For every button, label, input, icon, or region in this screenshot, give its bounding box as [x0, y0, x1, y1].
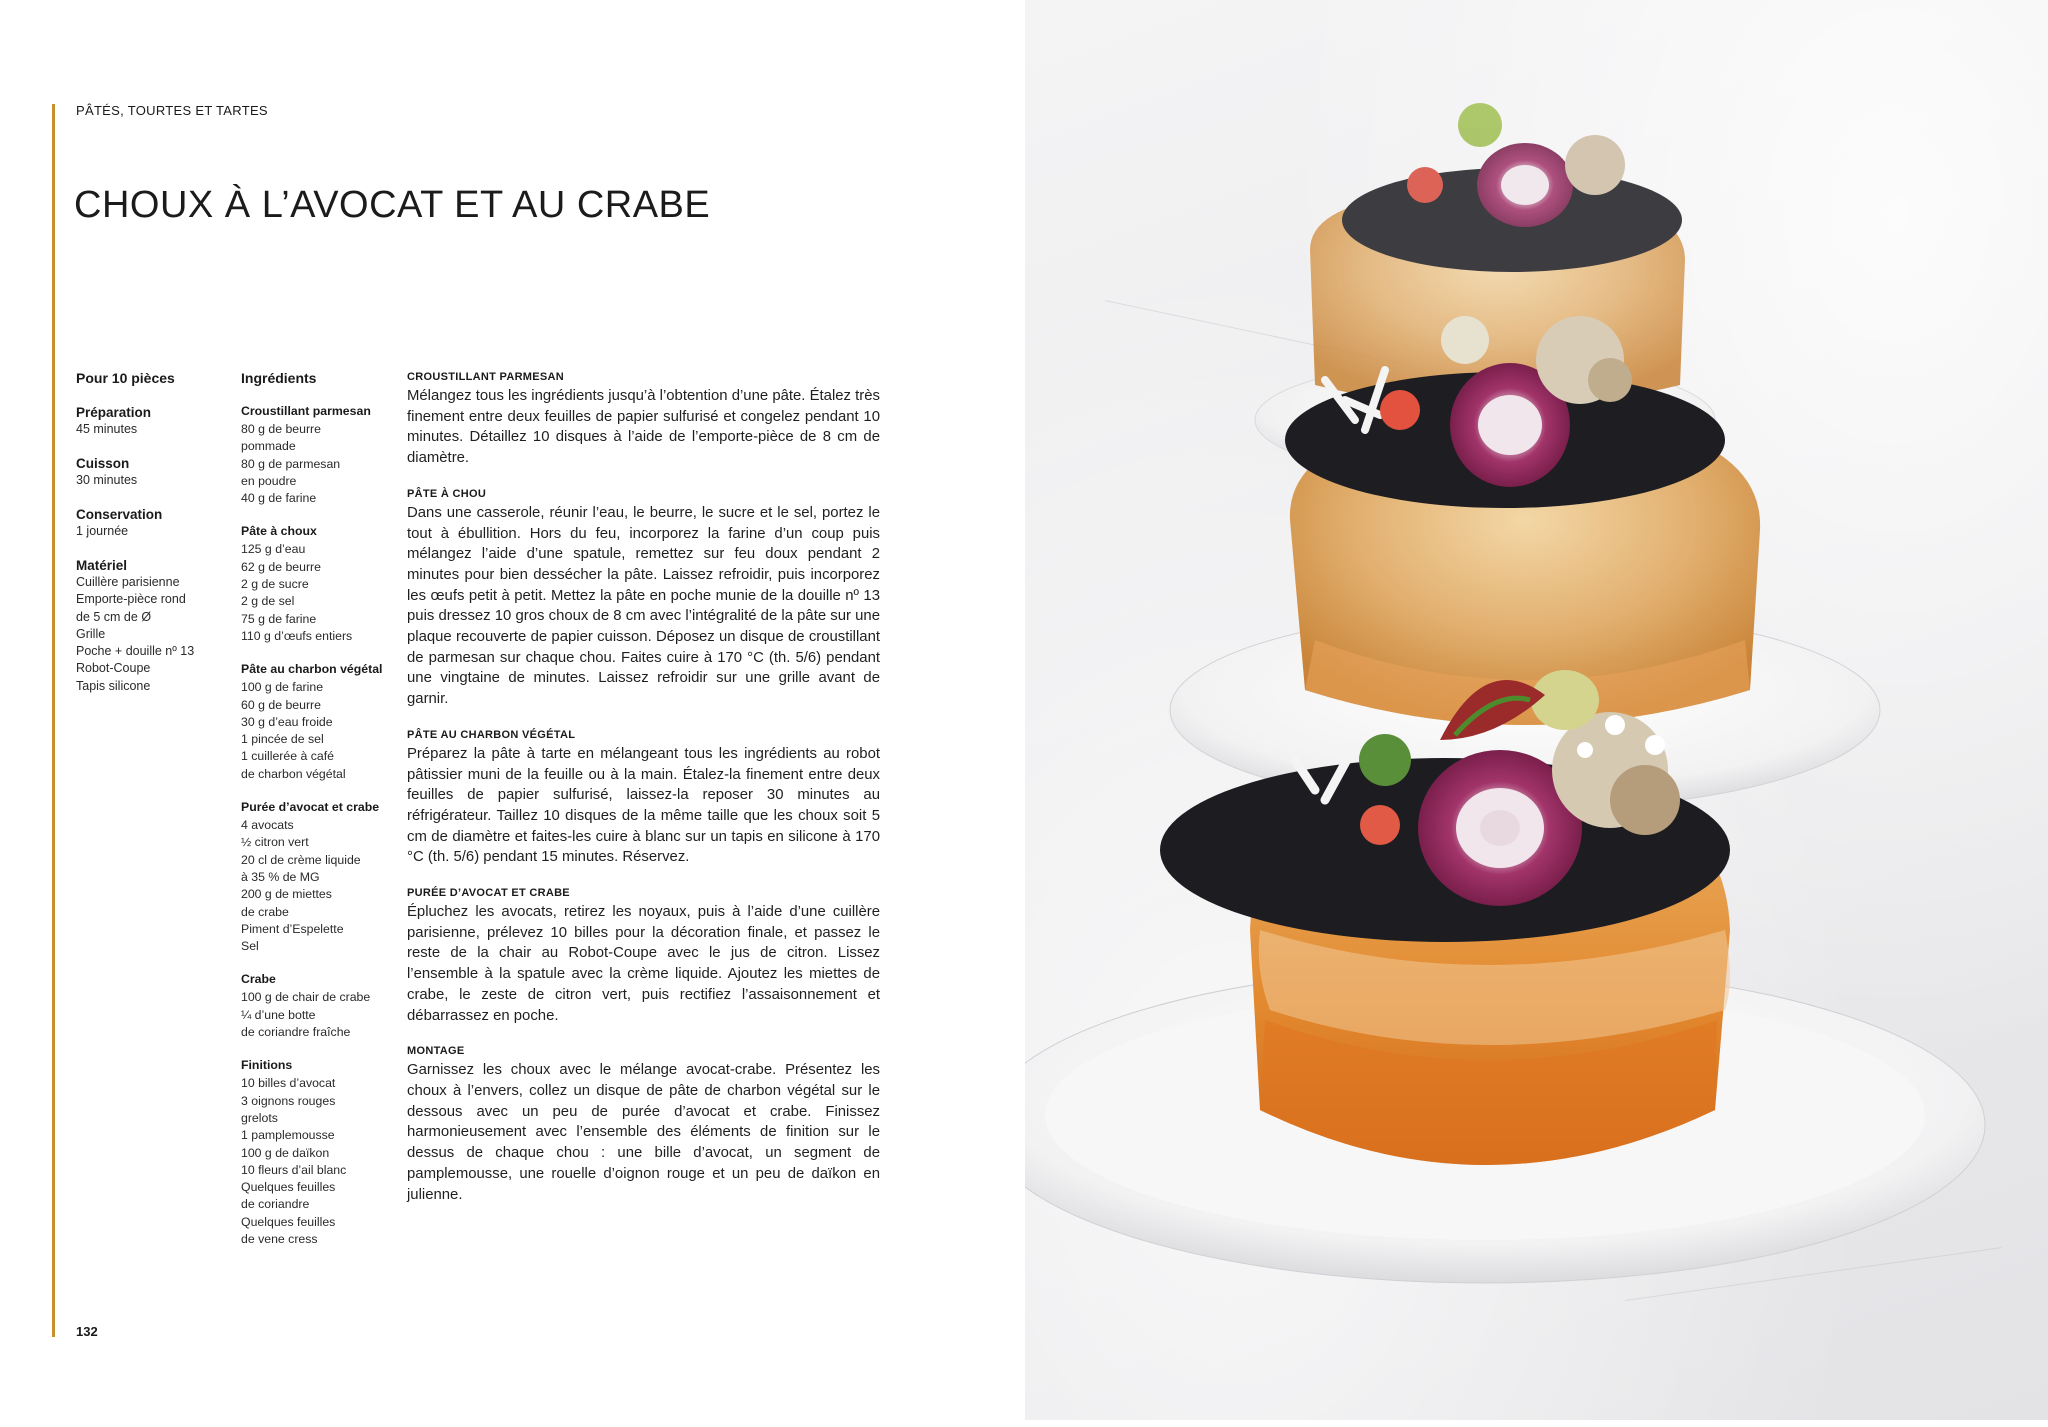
recipe-info [76, 370, 226, 712]
recipe-step [407, 728, 880, 868]
ingredients-heading: Ingrédients [241, 370, 317, 386]
recipe-photo [1025, 0, 2048, 1420]
ingredient-line: 1 cuillerée à café [241, 749, 334, 764]
ingredient-list [241, 421, 391, 507]
ingredient-line: 62 g de beurre [241, 559, 321, 574]
cuisson-value: 30 minutes [76, 473, 138, 487]
ingredient-group [241, 1058, 391, 1248]
materiel-item: Cuillère parisienne [76, 575, 180, 589]
conservation-label: Conservation [76, 507, 163, 522]
bottom-margin [0, 1420, 2048, 1427]
preparation-label: Préparation [76, 405, 152, 420]
cuisson-block [76, 455, 226, 489]
ingredient-line: 1 pamplemousse [241, 1128, 335, 1143]
ingredient-line: 10 fleurs d’ail blanc [241, 1162, 347, 1177]
ingredient-line: 80 g de beurre [241, 422, 321, 436]
preparation-block [76, 404, 226, 438]
ingredient-line: à 35 % de MG [241, 869, 320, 884]
ingredient-line: 75 g de farine [241, 611, 317, 626]
steps-column [407, 370, 880, 1223]
ingredient-list [241, 1075, 391, 1248]
ingredient-group-title: Croustillant parmesan [241, 404, 371, 418]
ingredient-group [241, 800, 391, 955]
ingredient-line: 3 oignons rouges [241, 1093, 336, 1108]
step-title: PÂTE À CHOU [407, 487, 487, 500]
ingredient-line: 1 pincée de sel [241, 732, 324, 747]
recipe-step [407, 487, 880, 710]
ingredient-line: 200 g de miettes [241, 887, 332, 902]
ingredient-line: de vene cress [241, 1231, 318, 1246]
ingredient-line: Quelques feuilles [241, 1214, 336, 1229]
ingredient-group [241, 972, 391, 1041]
choux-photo-illustration [1025, 0, 2048, 1420]
ingredient-line: 100 g de farine [241, 680, 324, 695]
materiel-list [76, 574, 226, 695]
accent-rule [52, 104, 55, 1337]
step-text: Préparez la pâte à tarte en mélangeant tous les ingrédients au robot pâtissier muni de la feuille ou à la main. Étalez-la finement entre deux feuilles de papier sulfurisé, laissez-la reposer 30 minutes au réfrigérateur. Taillez 10 disques de la même taille que les choux soit 5 cm de diamètre et faites-les cuire à blanc sur un tapis en silicone à 170 °C (th. 5/6) pendant 15 minutes. Réservez. [407, 745, 880, 866]
ingredient-list [241, 817, 391, 955]
recipe-step [407, 1044, 880, 1205]
page-number: 132 [76, 1324, 98, 1339]
ingredient-line: Sel [241, 939, 259, 954]
ingredient-group-title: Purée d’avocat et crabe [241, 800, 380, 815]
materiel-label: Matériel [76, 558, 128, 573]
ingredient-group [241, 662, 391, 783]
step-title: MONTAGE [407, 1045, 465, 1058]
ingredients-column [241, 370, 391, 1265]
ingredient-line: ½ citron vert [241, 835, 309, 850]
materiel-item: Grille [76, 626, 106, 641]
ingredient-line: 125 g d’eau [241, 542, 306, 557]
ingredient-group-title: Crabe [241, 972, 276, 987]
ingredient-line: de charbon végétal [241, 766, 346, 781]
conservation-value: 1 journée [76, 524, 129, 538]
ingredient-list [241, 541, 391, 645]
recipe-step [407, 886, 880, 1026]
ingredient-line: 80 g de parmesan [241, 456, 341, 471]
ingredient-line: ¼ d’une botte [241, 1007, 316, 1022]
materiel-item: Emporte-pièce rond [76, 592, 186, 607]
ingredient-line: pommade [241, 439, 296, 454]
materiel-block [76, 557, 226, 695]
yield: Pour 10 pièces [76, 370, 175, 386]
step-text: Garnissez les choux avec le mélange avocat-crabe. Présentez les choux à l’envers, collez un disque de pâte de charbon végétal sur le dessous avec un peu de purée d’avocat et crabe. Finissez harmonieusement avec l’ensemble des éléments de finition sur le dessus de chaque chou : une bille d’avocat, un segment de pamplemousse, une rouelle d’oignon rouge et un peu de daïkon en julienne. [407, 1062, 880, 1203]
ingredient-line: 2 g de sucre [241, 577, 309, 592]
ingredient-group [241, 404, 391, 507]
cuisson-label: Cuisson [76, 456, 130, 471]
step-list [407, 370, 880, 1205]
ingredient-line: 60 g de beurre [241, 697, 321, 712]
step-text: Dans une casserole, réunir l’eau, le beurre, le sucre et le sel, portez le tout à ébullition. Hors du feu, incorporez la farine d’un coup puis mélangez l’aide d’une spatule, remettez sur feu doux pendant 2 minutes pour bien dessécher la pâte. Laissez refroidir, puis incorporez les œufs petit à petit. Mettez la pâte en poche munie de la douille nº 13 puis dressez 10 gros choux de 8 cm avec l’intégralité de la pâte sur une plaque recouverte de papier cuisson. Déposez un disque de croustillant de parmesan sur chaque chou. Faites cuire à 170 °C (th. 5/6) pendant une vingtaine de minutes. Laissez refroidir sur une grille avant de garnir. [407, 504, 880, 708]
materiel-item: Tapis silicone [76, 678, 151, 693]
materiel-item: de 5 cm de Ø [76, 609, 152, 624]
ingredient-line: en poudre [241, 473, 297, 488]
ingredient-line: de coriandre [241, 1197, 310, 1212]
section-heading: PÂTÉS, TOURTES ET TARTES [76, 103, 268, 118]
choux-front [1025, 670, 1985, 1283]
ingredient-group-title: Finitions [241, 1058, 293, 1073]
step-text: Mélangez tous les ingrédients jusqu’à l’obtention d’une pâte. Étalez très finement entre deux feuilles de papier sulfurisé et congelez pendant 10 minutes. Détaillez 10 disques à l’aide de l’emporte-pièce de 8 cm de diamètre. [407, 388, 880, 467]
materiel-item: Robot-Coupe [76, 661, 151, 676]
ingredient-line: 100 g de chair de crabe [241, 990, 371, 1005]
step-title: CROUSTILLANT PARMESAN [407, 371, 565, 383]
ingredient-line: grelots [241, 1110, 278, 1125]
ingredient-line: de coriandre fraîche [241, 1025, 351, 1040]
ingredient-list [241, 679, 391, 783]
materiel-item: Poche + douille nº 13 [76, 644, 195, 659]
recipe-step [407, 370, 880, 469]
ingredient-groups [241, 404, 391, 1248]
ingredient-line: Piment d’Espelette [241, 921, 344, 936]
ingredient-group-title: Pâte à choux [241, 524, 317, 539]
ingredient-line: 2 g de sel [241, 594, 295, 609]
ingredient-line: 40 g de farine [241, 491, 317, 506]
preparation-value: 45 minutes [76, 422, 138, 436]
ingredient-line: 100 g de daïkon [241, 1145, 330, 1160]
ingredient-line: 110 g d’œufs entiers [241, 628, 353, 643]
ingredient-line: 30 g d’eau froide [241, 714, 333, 729]
ingredient-line: de crabe [241, 904, 289, 919]
ingredient-list [241, 989, 391, 1041]
ingredient-line: 10 billes d’avocat [241, 1076, 336, 1091]
step-text: Épluchez les avocats, retirez les noyaux, puis à l’aide d’une cuillère parisienne, prélevez 10 billes pour la décoration finale, et passez le reste de la chair au Robot-Coupe avec le jus de citron. Lissez l’ensemble à la spatule avec la crème liquide. Ajoutez les miettes de crabe, le zeste de citron vert, puis rectifiez l’assaisonnement et débarrassez en poche. [407, 904, 880, 1024]
conservation-block [76, 506, 226, 540]
ingredient-line: Quelques feuilles [241, 1180, 336, 1195]
recipe-title: CHOUX À L’AVOCAT ET AU CRABE [74, 184, 711, 226]
ingredient-line: 4 avocats [241, 818, 294, 833]
ingredient-group-title: Pâte au charbon végétal [241, 662, 383, 677]
choux-middle [1170, 316, 1880, 810]
step-title: PÂTE AU CHARBON VÉGÉTAL [407, 728, 576, 741]
ingredient-line: 20 cl de crème liquide [241, 852, 361, 867]
ingredient-group [241, 524, 391, 645]
step-title: PURÉE D’AVOCAT ET CRABE [407, 887, 570, 900]
